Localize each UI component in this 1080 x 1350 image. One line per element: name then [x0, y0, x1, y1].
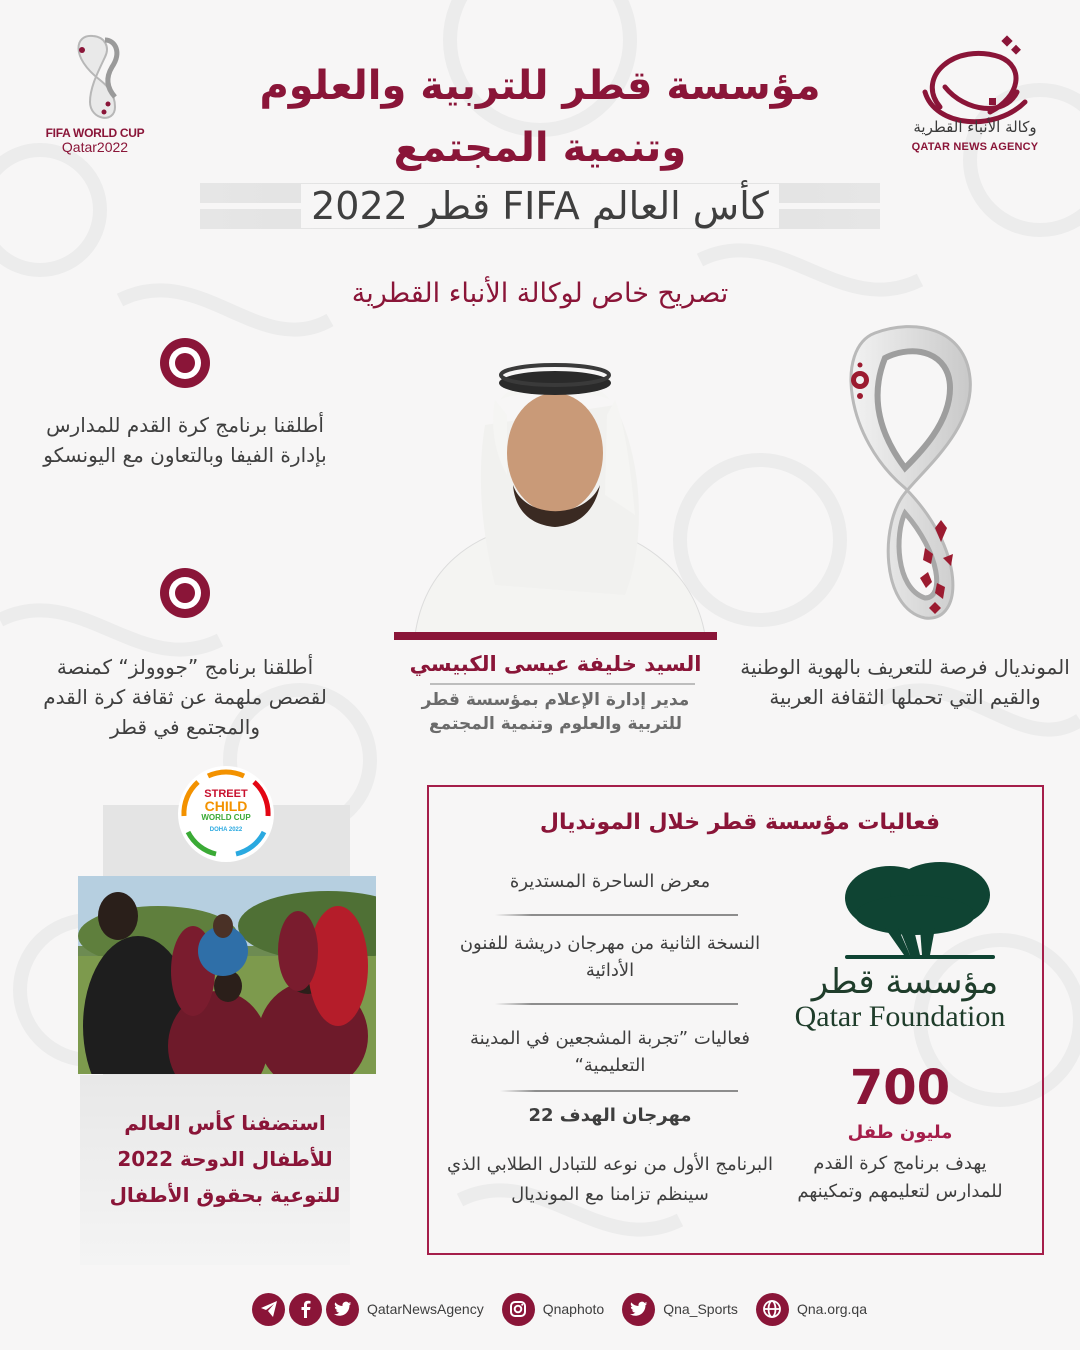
qatar-foundation-arabic: مؤسسة قطر: [811, 962, 999, 1002]
fifa-logo-line1: FIFA WORLD CUP: [45, 126, 145, 140]
twitter-icon[interactable]: [326, 1293, 359, 1326]
subtitle: [200, 178, 880, 234]
sc-line4: DOHA 2022: [209, 827, 243, 833]
event-item-3: فعاليات ”تجربة المشجعين في المدينة التعليمية“: [470, 1028, 750, 1076]
sc-line3: WORLD CUP: [201, 813, 251, 822]
page-title-line2: وتنمية المجتمع: [393, 125, 687, 171]
qna-arabic-name: وكالة الأنباء القطرية: [913, 118, 1037, 136]
statement-label: تصريح خاص لوكالة الأنباء القطرية: [351, 278, 729, 309]
fifa-world-cup-emblem-icon: [60, 32, 140, 127]
facebook-icon[interactable]: [289, 1293, 322, 1326]
event-highlight-title: مهرجان الهدف 22: [528, 1105, 692, 1126]
qatar-foundation-tree-icon: [830, 860, 1010, 965]
event-separator: [500, 1090, 738, 1092]
event-separator: [495, 1003, 738, 1005]
stat-unit: مليون طفل: [847, 1122, 953, 1143]
target-icon: [160, 568, 210, 618]
qna-english-name: QATAR NEWS AGENCY: [911, 141, 1039, 153]
instagram-icon[interactable]: [502, 1293, 535, 1326]
stat-number: 700: [849, 1060, 951, 1116]
footer-handle-website[interactable]: Qna.org.qa: [796, 1301, 867, 1317]
street-child-photo: [78, 876, 376, 1074]
footer-handle-qna-sports[interactable]: Qna_Sports: [663, 1301, 738, 1317]
bullet-text-1: أطلقنا برنامج كرة القدم للمدارس بإدارة الفيفا وبالتعاون مع اليونسكو: [43, 413, 327, 467]
footer-handle-qatarnewsagency[interactable]: QatarNewsAgency: [367, 1301, 484, 1317]
street-child-world-cup-logo: [178, 766, 274, 862]
events-title: فعاليات مؤسسة قطر خلال المونديال: [539, 810, 941, 835]
qatar-foundation-english: Qatar Foundation: [794, 1000, 1006, 1033]
stat-description: يهدف برنامج كرة القدم للمدارس لتعليمهم وتمكينهم: [797, 1153, 1003, 1202]
telegram-icon[interactable]: [252, 1293, 285, 1326]
sc-line2: CHILD: [204, 798, 248, 814]
twitter-icon[interactable]: [622, 1293, 655, 1326]
person-photo: [395, 345, 717, 635]
person-job-title: مدير إدارة الإعلام بمؤسسة قطر للتربية والعلوم وتنمية المجتمع: [421, 690, 690, 734]
event-item-1: معرض الساحرة المستديرة: [509, 871, 711, 892]
event-item-2: النسخة الثانية من مهرجان دريشة للفنون الأدائية: [459, 933, 761, 981]
fifa-logo-line2: Qatar2022: [61, 139, 129, 155]
person-name-separator: [430, 683, 695, 685]
page-title: [250, 55, 830, 179]
event-highlight-desc: البرنامج الأول من نوعه للتبادل الطلابي الذي سينظم تزامنا مع المونديال: [447, 1154, 773, 1205]
world-cup-emblem-icon: [825, 318, 985, 633]
person-name: السيد خليفة عيسى الكبيسي: [409, 652, 702, 676]
bullet-text-2: أطلقنا برنامج ”جووولز“ كمنصة لقصص ملهمة عن ثقافة كرة القدم والمجتمع في قطر: [43, 655, 327, 739]
footer-social-links: [252, 1289, 881, 1329]
quote-right: المونديال فرصة للتعريف بالهوية الوطنية والقيم التي تحملها الثقافة العربية: [740, 655, 1070, 709]
target-icon: [160, 338, 210, 388]
person-divider-bar: [394, 632, 717, 640]
street-child-caption: استضفنا كأس العالم للأطفال الدوحة 2022 للتوعية بحقوق الأطفال: [109, 1111, 341, 1207]
page-title-line1: مؤسسة قطر للتربية والعلوم: [259, 63, 821, 109]
event-separator: [495, 914, 738, 916]
subtitle-text: كأس العالم FIFA قطر 2022: [301, 184, 779, 228]
globe-icon[interactable]: [756, 1293, 789, 1326]
footer-handle-qnaphoto[interactable]: Qnaphoto: [542, 1301, 605, 1317]
sc-line1: STREET: [204, 788, 248, 800]
